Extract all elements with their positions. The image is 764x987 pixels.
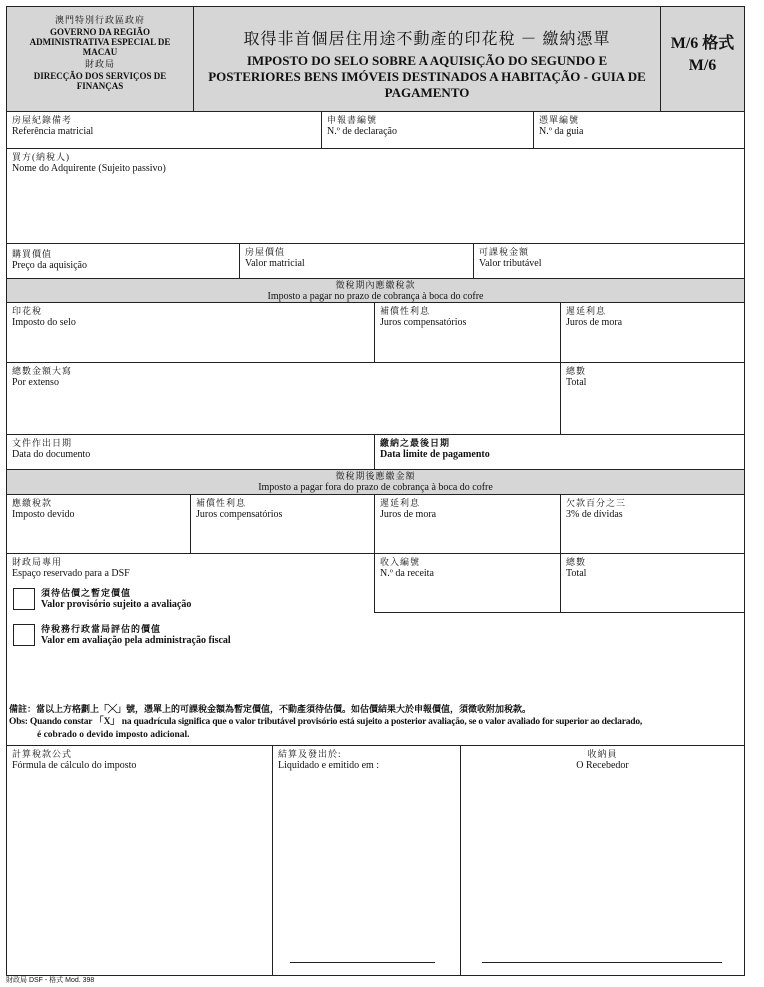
label-zh: 補償性利息: [196, 498, 247, 508]
ref-field[interactable]: [6, 111, 322, 149]
label-pt: Imposto a pagar no prazo de cobrança à boca do cofre: [267, 291, 484, 302]
total-2-field[interactable]: [560, 553, 745, 613]
debt-3pct-field[interactable]: [560, 494, 745, 554]
label-pt: N.º da guia: [539, 126, 584, 137]
under-evaluation-label: [41, 623, 231, 647]
label-pt: O Recebedor: [576, 760, 629, 771]
receipt-number-field[interactable]: [374, 553, 561, 613]
stamp-tax-field[interactable]: [6, 302, 375, 363]
footer-form-code: 財政局 DSF - 格式 Mod. 398: [6, 977, 95, 984]
amount-in-words-field[interactable]: [6, 362, 561, 435]
document-date-field[interactable]: [6, 434, 375, 470]
label-zh: 待稅務行政當局評估的價值: [41, 624, 162, 634]
label-pt: Data do documento: [12, 449, 91, 460]
label-pt: Por extenso: [12, 377, 59, 388]
price-field[interactable]: [6, 243, 240, 279]
compensatory-interest-2-field[interactable]: [190, 494, 375, 554]
label-zh: 收入編號: [380, 557, 421, 567]
matricial-value-field[interactable]: [239, 243, 474, 279]
note-zh: 備註：當以上方格劃上「╳」號，憑單上的可課稅金額為暫定價值，不動產須待估價。如估價結果大於申報價值，須徵收附加稅款。: [9, 704, 532, 714]
label-zh: 總數: [566, 557, 587, 567]
tax-due-field[interactable]: [6, 494, 191, 554]
receiver-field[interactable]: [460, 745, 745, 976]
gov-pt: GOVERNO DA REGIÃO ADMINISTRATIVA ESPECIAL DE MACAU: [29, 27, 171, 57]
signature-line-receiver: [482, 962, 722, 963]
label-zh: 應繳稅款: [12, 498, 53, 508]
tax-formula-field[interactable]: [6, 745, 273, 976]
label-zh: 買方(納稅人): [12, 152, 70, 162]
label-pt: Juros compensatórios: [196, 509, 283, 520]
label-pt: Espaço reservado para a DSF: [12, 568, 130, 579]
label-pt: 3% de dívidas: [566, 509, 623, 520]
label-zh: 結算及發出於:: [278, 749, 342, 759]
provisional-value-checkbox[interactable]: [13, 588, 35, 610]
label-zh: 憑單編號: [539, 115, 580, 125]
label-zh: 財政局專用: [12, 557, 63, 567]
label-pt: Data limite de pagamento: [380, 449, 490, 460]
total-field[interactable]: [560, 362, 745, 435]
section-band-out-of-term: [6, 469, 745, 495]
label-zh: 可課稅金額: [479, 247, 530, 257]
label-pt: Nome do Adquirente (Sujeito passivo): [12, 163, 166, 174]
label-zh: 計算稅款公式: [12, 749, 73, 759]
signature-line-issuer: [290, 962, 435, 963]
label-pt: N.º de declaração: [327, 126, 397, 137]
label-pt: Total: [566, 377, 587, 388]
guia-number-field[interactable]: [533, 111, 745, 149]
label-pt: Valor tributável: [479, 258, 542, 269]
label-pt: Imposto do selo: [12, 317, 76, 328]
liquidated-issued-field[interactable]: [272, 745, 461, 976]
label-pt: Total: [566, 568, 587, 579]
form-code-2: M/6: [688, 57, 717, 74]
label-zh: 印花稅: [12, 306, 43, 316]
label-zh: 文件作出日期: [12, 438, 73, 448]
compensatory-interest-field[interactable]: [374, 302, 561, 363]
buyer-name-field[interactable]: [6, 148, 745, 244]
label-pt: Liquidado e emitido em :: [278, 760, 380, 771]
label-pt: Juros de mora: [566, 317, 623, 328]
label-pt: Referência matricial: [12, 126, 94, 137]
late-interest-2-field[interactable]: [374, 494, 561, 554]
declaration-number-field[interactable]: [321, 111, 534, 149]
note-pt-2: é cobrado o devido imposto adicional.: [37, 730, 190, 740]
label-pt: Valor em avaliação pela administração fiscal: [41, 635, 231, 646]
label-pt: Imposto devido: [12, 509, 75, 520]
note-pt: Obs: Quando constar 「X」 na quadrícula significa que o valor tributável provisório está sujeito a posterior avaliação, se o valor avaliado for superior ao declarado,: [9, 717, 643, 727]
label-zh: 繳納之最後日期: [380, 438, 451, 448]
under-evaluation-checkbox[interactable]: [13, 624, 35, 646]
label-zh: 房屋紀錄備考: [12, 115, 73, 125]
label-zh: 欠款百分之三: [566, 498, 627, 508]
label-zh: 購買價值: [12, 249, 53, 259]
label-zh: 須待估價之暫定價值: [41, 588, 132, 598]
payment-deadline-field[interactable]: [374, 434, 745, 470]
label-zh: 徵稅期後應繳金額: [335, 471, 416, 481]
form-code-1: M/6 格式: [670, 35, 735, 52]
label-zh: 遲延利息: [380, 498, 421, 508]
label-pt: Valor provisório sujeito a avaliação: [41, 599, 192, 610]
label-pt: Fórmula de cálculo do imposto: [12, 760, 137, 771]
label-pt: Valor matricial: [245, 258, 305, 269]
title-pt: IMPOSTO DO SELO SOBRE A AQUISIÇÃO DO SEGUNDO E POSTERIORES BENS IMÓVEIS DESTINADOS A HABITAÇÃO - GUIA DE PAGAMENTO: [208, 53, 646, 100]
label-zh: 總數金額大寫: [12, 366, 73, 376]
gov-zh: 澳門特別行政區政府: [54, 15, 145, 25]
label-zh: 遲延利息: [566, 306, 607, 316]
form-title: [193, 6, 661, 112]
provisional-value-label: [41, 587, 191, 611]
label-zh: 收納員: [587, 749, 618, 759]
label-zh: 總數: [566, 366, 587, 376]
dept-zh: 財政局: [84, 59, 115, 69]
label-pt: N.º da receita: [380, 568, 434, 579]
dept-pt: DIRECÇÃO DOS SERVIÇOS DE FINANÇAS: [33, 71, 167, 91]
title-zh: 取得非首個居住用途不動產的印花稅 － 繳納憑單: [243, 31, 611, 48]
label-pt: Imposto a pagar fora do prazo de cobrança à boca do cofre: [258, 482, 493, 493]
issuer-block: [6, 6, 194, 112]
form-code: [660, 6, 745, 112]
label-zh: 房屋價值: [245, 247, 286, 257]
label-pt: Juros de mora: [380, 509, 437, 520]
section-band-in-term: [6, 278, 745, 303]
label-zh: 申報書編號: [327, 115, 378, 125]
label-zh: 徵稅期內應繳稅款: [335, 280, 416, 290]
taxable-value-field[interactable]: [473, 243, 745, 279]
late-interest-field[interactable]: [560, 302, 745, 363]
label-pt: Juros compensatórios: [380, 317, 467, 328]
label-zh: 補償性利息: [380, 306, 431, 316]
label-pt: Preço da aquisição: [12, 260, 87, 271]
